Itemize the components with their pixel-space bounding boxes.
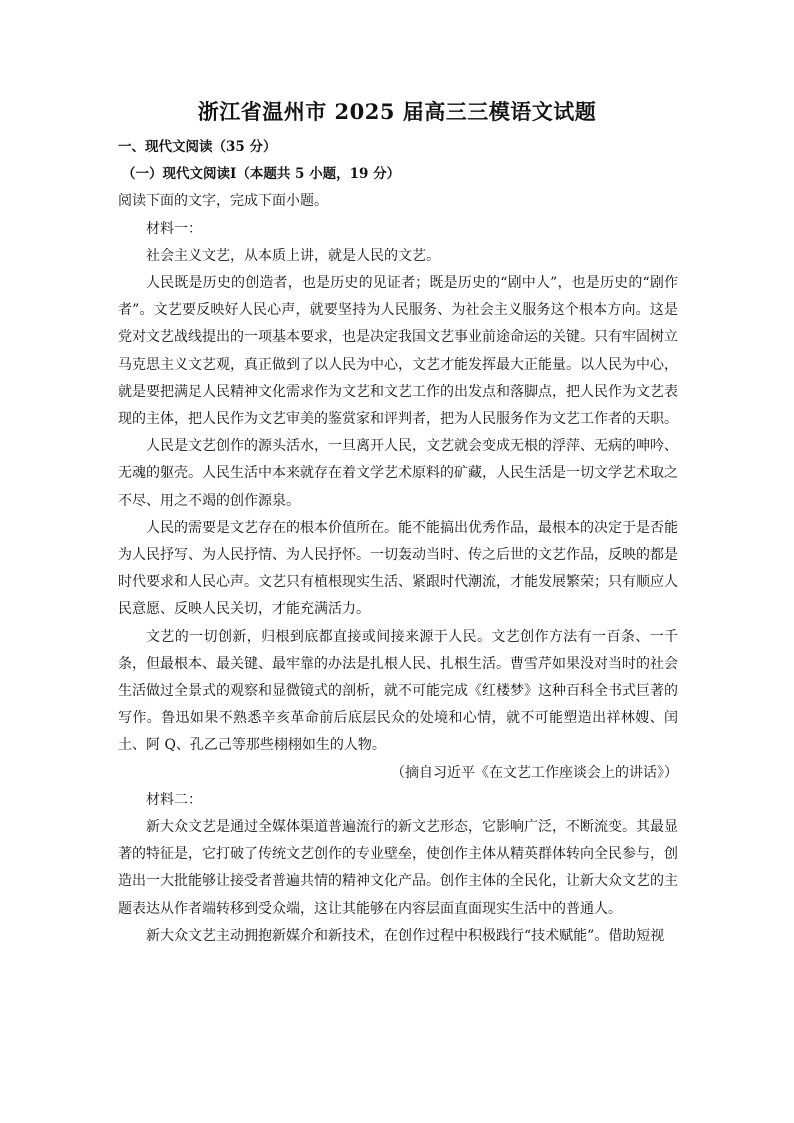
material-one-source: （摘自习近平《在文艺工作座谈会上的讲话》） bbox=[391, 764, 678, 781]
material-one-paragraph: 人民的需要是文艺存在的根本价值所在。能不能搞出优秀作品，最根本的决定于是否能为人民抒写、为人民抒情、为人民抒怀。一切轰动当时、传之后世的文艺作品，反映的都是时代要求和人民心声。文艺只有植根现实生活、紧跟时代潮流，才能发展繁荣；只有顺应人民意愿、反映人民关切，才能充满活力。 bbox=[118, 519, 678, 618]
material-two-paragraph: 新大众文艺是通过全媒体渠道普遍流行的新文艺形态，它影响广泛，不断流变。其最显著的特征是，它打破了传统文艺创作的专业壁垒，使创作主体从精英群体转向全民参与，创造出一大批能够让接受者普遍共情的精神文化产品。创作主体的全民化，让新大众文艺的主题表达从作者端转移到受众端，这让其能够在内容层面直面现实生活中的普通人。 bbox=[118, 819, 678, 917]
material-two-paragraph: 新大众文艺主动拥抱新媒介和新技术，在创作过程中积极践行“技术赋能”。借助短视 bbox=[146, 927, 665, 944]
section-heading: 一、现代文阅读（35 分） bbox=[118, 139, 277, 155]
document-body bbox=[118, 134, 678, 950]
subsection-heading: （一）现代文阅读Ⅰ（本题共 5 小题，19 分） bbox=[122, 166, 401, 183]
material-one-paragraph: 人民既是历史的创造者，也是历史的见证者；既是历史的“剧中人”，也是历史的“剧作者”。文艺要反映好人民心声，就要坚持为人民服务、为社会主义服务这个根本方向。这是党对文艺战线提出的一项基本要求，也是决定我国文艺事业前途命运的关键。只有牢固树立马克思主义文艺观，真正做到了以人民为中心，文艺才能发挥最大正能量。以人民为中心，就是要把满足人民精神文化需求作为文艺和文艺工作的出发点和落脚点，把人民作为文艺表现的主体，把人民作为文艺审美的鉴赏家和评判者，把为人民服务作为文艺工作者的天职。 bbox=[118, 275, 678, 428]
instruction-text: 阅读下面的文字，完成下面小题。 bbox=[118, 193, 328, 210]
document-title: 浙江省温州市 2025 届高三三模语文试题 bbox=[197, 99, 597, 124]
material-one-paragraph: 人民是文艺创作的源头活水，一旦离开人民，文艺就会变成无根的浮萍、无病的呻吟、无魂的躯壳。人民生活中本来就存在着文学艺术原料的矿藏，人民生活是一切文学艺术取之不尽、用之不竭的创作源泉。 bbox=[118, 438, 678, 509]
material-one-paragraph: 社会主义文艺，从本质上讲，就是人民的文艺。 bbox=[146, 247, 440, 264]
material-one-paragraph: 文艺的一切创新，归根到底都直接或间接来源于人民。文艺创作方法有一百条、一千条，但最根本、最关键、最牢靠的办法是扎根人民、扎根生活。曹雪芹如果没对当时的社会生活做过全景式的观察和显微镜式的剖析，就不可能完成《红楼梦》这种百科全书式巨著的写作。鲁迅如果不熟悉辛亥革命前后底层民众的处境和心情，就不可能塑造出祥林嫂、闰土、阿 Q、孔乙己等那些栩栩如生的人物。 bbox=[118, 628, 678, 754]
material-two-label: 材料二： bbox=[146, 791, 202, 808]
material-one-label: 材料一： bbox=[146, 220, 202, 237]
